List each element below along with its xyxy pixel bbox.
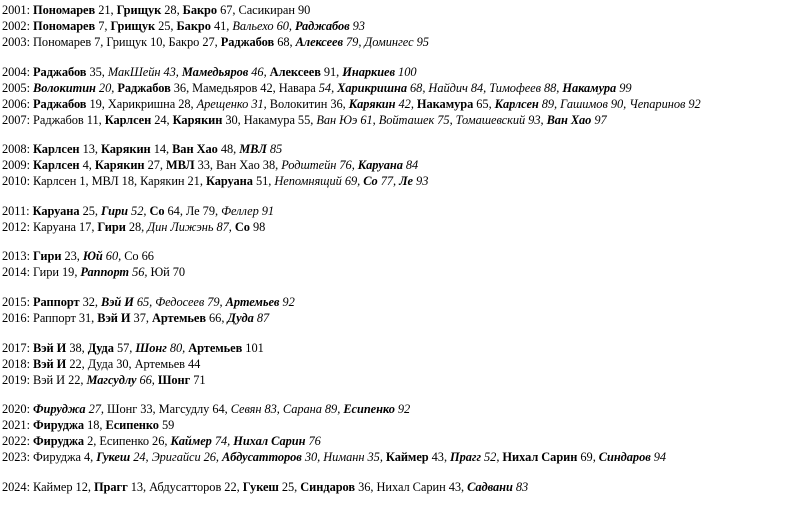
player-entry: 66, [205,310,228,325]
player-entry-styled: Синдаров [598,450,651,465]
player-entry-styled: 84 [402,158,419,173]
player-entry-styled: МакШейн 43, [107,64,182,79]
player-entry: 25, [79,203,101,218]
year-line [2,264,800,280]
player-entry-styled: Абдусатторов [222,450,302,465]
year-label: 2006: [2,96,34,111]
player-entry-styled: 65, Федосеев 79, [133,294,226,309]
player-entry: 13, [79,142,101,157]
player-entry-styled: 24, Эригайси 26, [130,450,223,465]
year-line [2,479,800,495]
player-entry-styled: Раппорт [33,294,80,309]
player-entry-styled: Прагг [93,479,128,494]
player-entry-styled: Артемьев [188,340,243,355]
player-entry-styled: Артемьев [151,310,206,325]
player-entry: 38, [66,340,88,355]
year-line [2,294,800,310]
player-entry-styled: Магсудлу [86,372,137,387]
year-label: 2003: [2,35,34,49]
player-entry-styled: 56, [129,265,151,280]
player-entry: Шонг 33, Магсудлу 64, [107,402,231,417]
player-entry: 27, [144,158,166,173]
player-entry-styled: 83 [512,479,529,494]
player-entry: 71 [190,372,206,387]
player-entry-styled: Бакро [176,19,211,33]
player-entry-styled: Нихал Сарин [233,434,306,449]
section-gap [2,50,800,64]
year-label: 2023: [2,450,34,465]
player-entry-styled: Карякин [94,158,145,173]
player-entry: Раджабов 11, [33,112,105,127]
player-entry-styled: Раджабов [220,35,275,49]
section-gap [2,465,800,479]
player-entry: Каруана 17, [33,219,98,234]
player-entry: Каймер 12, [33,479,94,494]
player-entry-styled: Гукеш [96,450,131,465]
player-entry-styled: 30, Ниманн 35, [301,450,386,465]
player-entry-styled: Раджабов [294,19,350,33]
player-entry: 23, [61,249,83,264]
player-entry-styled: Каруана [205,174,253,189]
year-label: 2021: [2,418,34,433]
player-entry-styled: 93 [349,19,365,33]
player-entry: Пономарев 7, Грищук 10, Бакро 27, [33,35,221,49]
player-entry-styled: Нихал Сарин [502,450,578,465]
year-line [2,80,800,96]
player-entry-styled: Карлсен [33,142,80,157]
year-line [2,356,800,372]
year-label: 2007: [2,112,34,127]
player-entry-styled: 74, [211,434,234,449]
player-entry-styled: Шонг [157,372,191,387]
player-entry: 24, [151,112,173,127]
player-entry-styled: 79, Домингес 95 [342,35,429,49]
player-entry: 19, Харикришна 28, [86,96,197,111]
year-label: 2010: [2,174,34,189]
player-entry-styled: Алексеев [295,35,343,49]
year-label: 2008: [2,142,34,157]
player-entry-styled: 76 [305,434,321,449]
year-label: 2012: [2,219,34,234]
player-entry-styled: 68, Найдич 84, Тимофеев 88, [406,80,563,95]
player-entry: 36, Нихал Сарин 43, [355,479,468,494]
year-label: 2020: [2,402,34,417]
player-entry-styled: Фируджа [33,434,85,449]
player-entry-styled: Вэй И [101,294,134,309]
player-entry-styled: Гукеш [242,479,279,494]
player-entry-styled: 89, Гашимов 90, Чепаринов 92 [538,96,701,111]
player-entry-styled: Фируджа [33,402,86,417]
player-entry-styled: 97 [591,112,607,127]
year-line [2,248,800,264]
player-entry-styled: Карякин [172,112,223,127]
player-entry: Волокитин 36, [269,96,349,111]
player-entry: 57, [113,340,136,355]
player-entry-styled: МВЛ [239,142,267,157]
player-entry: 91, [320,64,343,79]
player-entry-styled: Севян 83, Сарана 89, [230,402,344,417]
year-line [2,141,800,157]
player-entry-styled: Раджабов [117,80,171,95]
player-entry-styled: Пономарев [33,19,96,33]
player-entry-styled: 93 [413,174,429,189]
player-entry-styled: Раджабов [33,96,87,111]
player-entry-styled: Юй [82,249,103,264]
player-entry-styled: Фируджа [33,418,85,433]
player-entry: 51, [252,174,275,189]
player-entry: 28, [161,3,183,17]
year-line [2,433,800,449]
year-line [2,173,800,189]
player-entry: 101 [242,340,264,355]
player-entry: 30, Накамура 55, [222,112,317,127]
player-entry: 98 [249,219,266,234]
player-entry-styled: 54, [318,80,338,95]
section-gap [2,189,800,203]
player-entry: 65, [473,96,495,111]
player-entry-styled: 52, [480,450,503,465]
player-entry: Раппорт 31, [33,310,98,325]
player-entry-styled: Непомнящий 69, [274,174,364,189]
player-entry: 43, [428,450,451,465]
player-entry-styled: Вэй И [33,340,67,355]
player-entry-styled: Синдаров [300,479,356,494]
player-entry-styled: Гири [100,203,128,218]
player-entry: 28, [125,219,148,234]
player-entry-styled: 80, [166,340,189,355]
player-entry-styled: Накамура [562,80,617,95]
year-line [2,340,800,356]
player-entry: 13, Абдусатторов 22, [127,479,243,494]
player-entry-styled: Алексеев [269,64,321,79]
player-entry-styled: 99 [616,80,632,95]
player-entry: 48, [217,142,240,157]
year-line [2,372,800,388]
player-entry-styled: 27, [85,402,108,417]
player-entry-styled: Харикришна [337,80,407,95]
player-entry-styled: Ван Хао [172,142,218,157]
player-entry-styled: Грищук [116,3,162,17]
player-entry-styled: Гири [33,249,62,264]
player-entry-styled: 92 [279,294,295,309]
player-entry-styled: Ван Юэ 61, Войташек 75, Томашевский 93, [316,112,547,127]
player-entry-styled: Дуда [227,310,254,325]
player-entry-styled: 77, [377,174,400,189]
player-entry-styled: 85 [266,142,283,157]
player-entry: 36, Мамедьяров 42, Навара [170,80,319,95]
year-line [2,203,800,219]
year-line [2,34,800,50]
player-entry-styled: Со [149,203,165,218]
player-entry-styled: 100 [395,64,417,79]
year-label: 2004: [2,64,34,79]
player-entry-styled: Есипенко [105,418,159,433]
player-entry-styled: Дуда [87,340,114,355]
player-entry-styled: Родштейн 76, [281,158,358,173]
year-label: 2024: [2,479,34,494]
year-label: 2001: [2,3,34,17]
year-line [2,449,800,465]
player-entry-styled: Карякин [100,142,151,157]
player-entry-styled: 87 [253,310,270,325]
player-entry: 64, Ле 79, [164,203,222,218]
player-entry-styled: Каймер [170,434,212,449]
player-entry: 21, [95,3,117,17]
year-line [2,157,800,173]
player-entry-styled: Ле [399,174,413,189]
player-entry: 25, [278,479,301,494]
year-line [2,64,800,80]
year-label: 2015: [2,294,34,309]
year-line [2,2,800,18]
player-entry-styled: Карлсен [33,158,80,173]
player-entry-styled: Арещенко 31, [196,96,270,111]
player-entry-styled: 66, [136,372,158,387]
year-label: 2013: [2,249,34,264]
player-entry: Фируджа 4, [33,450,97,465]
player-entry-styled: Вэй И [33,356,67,371]
ranking-document [2,2,800,495]
player-entry: Вэй И 22, [33,372,87,387]
player-entry-styled: Пономарев [33,3,96,17]
player-entry: Сасикиран 90 [238,3,311,17]
year-label: 2011: [2,203,33,218]
player-entry-styled: Вальехо 60, [232,19,295,33]
player-entry-styled: Вэй И [97,310,131,325]
player-entry: 35, [86,64,108,79]
year-line [2,401,800,417]
player-entry-styled: Шонг [135,340,167,355]
player-entry: Со 66 [124,249,154,264]
player-entry: Юй 70 [150,265,186,280]
player-entry-styled: Инаркиев [342,64,395,79]
player-entry: 32, [79,294,102,309]
section-gap [2,326,800,340]
player-entry: 33, Ван Хао 38, [194,158,282,173]
player-entry-styled: Артемьев [225,294,280,309]
player-entry: 69, [577,450,599,465]
section-gap [2,280,800,294]
player-entry-styled: Раппорт [80,265,130,280]
player-entry: 67, [217,3,239,17]
player-entry-styled: Каруана [32,203,80,218]
year-line [2,18,800,34]
player-entry-styled: Гири [97,219,126,234]
player-entry: 68, [274,35,296,49]
player-entry-styled: 92 [394,402,411,417]
player-entry-styled: МВЛ [165,158,195,173]
year-label: 2018: [2,356,34,371]
player-entry: 59 [158,418,175,433]
player-entry-styled: 46, [248,64,270,79]
section-gap [2,235,800,249]
player-entry: 41, [210,19,233,33]
player-entry-styled: Дин Лижэнь 87, [147,219,235,234]
player-entry-styled: Накамура [416,96,474,111]
year-line [2,417,800,433]
player-entry-styled: Со [234,219,250,234]
player-entry: 25, [155,19,177,33]
player-entry: 22, Дуда 30, Артемьев 44 [66,356,201,371]
player-entry-styled: Прагг [450,450,481,465]
player-entry-styled: Со [363,174,378,189]
player-entry: 7, [95,19,111,33]
section-gap [2,388,800,402]
player-entry-styled: Ван Хао [546,112,592,127]
player-entry-styled: 60, [102,249,125,264]
year-label: 2002: [2,19,34,33]
year-line [2,310,800,326]
player-entry-styled: Мамедьяров [181,64,249,79]
player-entry: Карлсен 1, МВЛ 18, Карякин 21, [33,174,206,189]
year-label: 2022: [2,434,34,449]
player-entry: 4, [79,158,95,173]
player-entry-styled: Волокитин [33,80,96,95]
player-entry: Гири 19, [33,265,81,280]
player-entry-styled: Есипенко [343,402,395,417]
player-entry-styled: Феллер 91 [221,203,275,218]
year-line [2,219,800,235]
player-entry-styled: 52, [128,203,150,218]
year-label: 2005: [2,80,34,95]
year-label: 2009: [2,158,34,173]
year-label: 2017: [2,340,34,355]
player-entry: 14, [150,142,173,157]
year-line [2,112,800,128]
year-label: 2014: [2,265,34,280]
player-entry-styled: Каруана [357,158,403,173]
player-entry-styled: Садвани [467,479,513,494]
player-entry-styled: Раджабов [33,64,87,79]
year-label: 2016: [2,310,34,325]
player-entry-styled: 94 [650,450,667,465]
player-entry-styled: 42, [395,96,417,111]
year-line [2,96,800,112]
player-entry-styled: Карлсен [104,112,152,127]
player-entry-styled: Карлсен [494,96,539,111]
year-label: 2019: [2,372,34,387]
player-entry-styled: 20, [95,80,118,95]
player-entry-styled: Карякин [348,96,396,111]
player-entry: 18, [84,418,106,433]
player-entry-styled: Каймер [385,450,429,465]
player-entry-styled: Бакро [182,3,218,17]
section-gap [2,128,800,142]
player-entry: 37, [130,310,152,325]
player-entry: 2, Есипенко 26, [84,434,171,449]
player-entry-styled: Грищук [110,19,156,33]
